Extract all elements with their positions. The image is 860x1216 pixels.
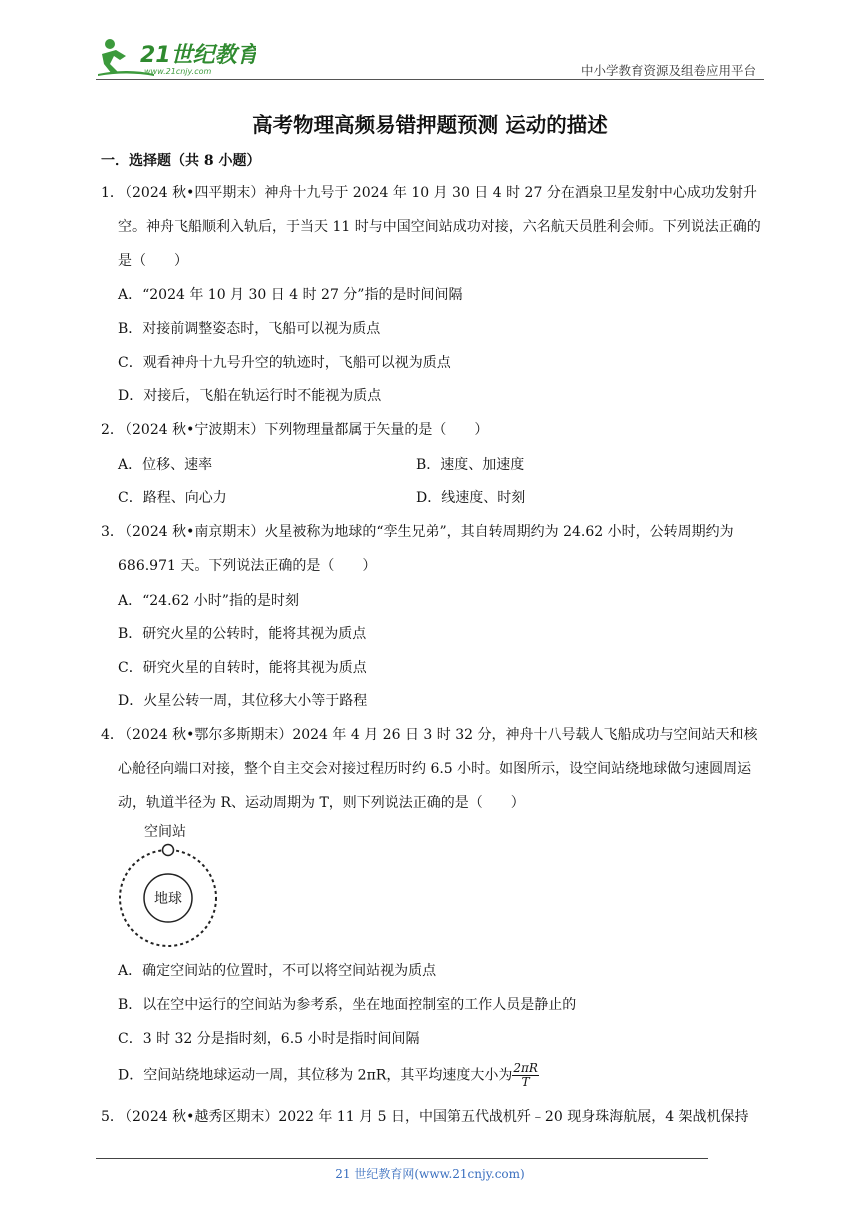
- question-number: 2．: [101, 422, 124, 438]
- page-title: 高考物理高频易错押题预测 运动的描述: [252, 113, 608, 137]
- footer-divider: [96, 1158, 708, 1159]
- option-3b: B．研究火星的公转时，能将其视为质点: [118, 626, 367, 642]
- question-stem: （2024 秋•南京期末）火星被称为地球的“孪生兄弟”，其自转周期约为 24.62 小时，公转周期约为 686.971 天。下列说法正确的是（ ）: [118, 524, 734, 574]
- fraction-denominator: T: [521, 1075, 530, 1089]
- earth-label: 地球: [154, 891, 182, 907]
- option-2c: C．路程、向心力: [118, 490, 227, 506]
- option-4a: A．确定空间站的位置时，不可以将空间站视为质点: [118, 963, 437, 979]
- option-2b: B．速度、加速度: [416, 457, 525, 473]
- question-3: [101, 515, 769, 583]
- orbit-figure: [118, 822, 222, 948]
- avg-speed-fraction: [512, 1062, 539, 1089]
- option-3c: C．研究火星的自转时，能将其视为质点: [118, 660, 367, 676]
- question-4: [101, 718, 769, 820]
- option-1a: A．“2024 年 10 月 30 日 4 时 27 分”指的是时间间隔: [118, 287, 463, 303]
- option-1d: D．对接后，飞船在轨运行时不能视为质点: [118, 388, 382, 404]
- question-number: 1．: [101, 185, 124, 201]
- option-2a: A．位移、速率: [118, 457, 213, 473]
- option-4d: [118, 1062, 539, 1089]
- option-4b: B．以在空中运行的空间站为参考系，坐在地面控制室的工作人员是静止的: [118, 997, 577, 1013]
- question-1: [101, 176, 769, 278]
- option-1c: C．观看神舟十九号升空的轨迹时，飞船可以视为质点: [118, 355, 451, 371]
- option-4c: C．3 时 32 分是指时刻，6.5 小时是指时间间隔: [118, 1031, 420, 1047]
- option-4d-text: D．空间站绕地球运动一周，其位移为 2πR，其平均速度大小为: [118, 1067, 513, 1084]
- question-5: [101, 1100, 769, 1134]
- option-3d: D．火星公转一周，其位移大小等于路程: [118, 693, 368, 709]
- logo-text: 21世纪教育: [140, 43, 256, 68]
- site-logo: [96, 34, 256, 78]
- logo-subtext: www.21cnjy.com: [144, 67, 212, 76]
- question-stem: （2024 秋•鄂尔多斯期末）2024 年 4 月 26 日 3 时 32 分，神舟十八号载人飞船成功与空间站天和核心舱径向端口对接，整个自主交会对接过程历时约 6.5 小时。如图所示，设空间站绕地球做匀速圆周运动，轨道半径为 R、运动周期为 T，则下列说法正确的是（ ）: [118, 727, 758, 811]
- question-stem: （2024 秋•四平期末）神舟十九号于 2024 年 10 月 30 日 4 时 27 分在酒泉卫星发射中心成功发射升空。神舟飞船顺利入轨后，于当天 11 时与中国空间站成功对接，六名航天员胜利会师。下列说法正确的是（ ）: [118, 185, 761, 269]
- option-3a: A．“24.62 小时”指的是时刻: [118, 593, 299, 609]
- question-stem: （2024 秋•越秀区期末）2022 年 11 月 5 日，中国第五代战机歼﹣20 现身珠海航展，4 架战机保持: [118, 1109, 749, 1125]
- footer-text: 21 世纪教育网(www.21cnjy.com): [335, 1167, 525, 1181]
- question-2: [101, 413, 769, 447]
- station-label: 空间站: [144, 824, 186, 840]
- fraction-numerator: 2πR: [513, 1061, 538, 1075]
- question-number: 4．: [101, 727, 124, 743]
- section-heading: 一．选择题（共 8 小题）: [101, 153, 261, 169]
- question-stem: （2024 秋•宁波期末）下列物理量都属于矢量的是（ ）: [118, 422, 489, 438]
- option-2d: D．线速度、时刻: [416, 490, 526, 506]
- header-platform-text: 中小学教育资源及组卷应用平台: [580, 63, 756, 78]
- station-marker: [163, 845, 174, 856]
- question-number: 5．: [101, 1109, 124, 1125]
- header-divider: [96, 79, 764, 80]
- option-1b: B．对接前调整姿态时，飞船可以视为质点: [118, 321, 381, 337]
- question-number: 3．: [101, 524, 124, 540]
